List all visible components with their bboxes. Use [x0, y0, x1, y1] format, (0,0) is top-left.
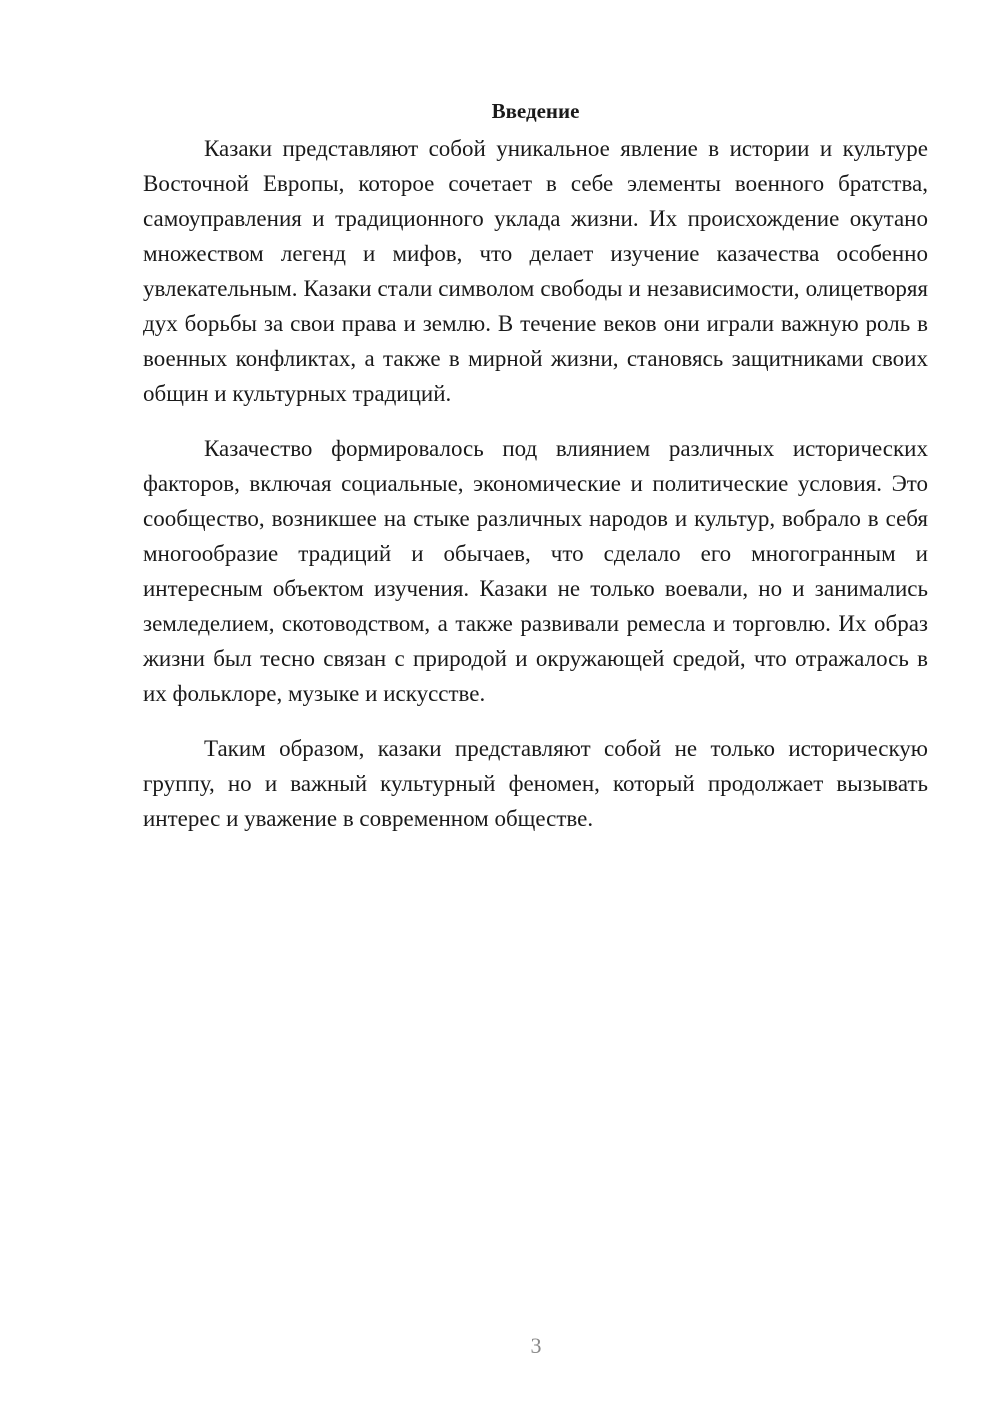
paragraph-2: Казачество формировалось под влиянием различных исторических факторов, включая социальные, экономические и политические условия. Это сообщество, возникшее на стыке различных народов и культур, вобрало в себя многообразие традиций и обычаев, что сделало его многогранным и интересным объектом изучения. Казаки не только воевали, но и занимались земледелием, скотоводством, а также развивали ремесла и торговлю. Их образ жизни был тесно связан с природой и окружающей средой, что отражалось в их фольклоре, музыке и искусстве.: [143, 436, 928, 706]
page-number: 3: [530, 1333, 542, 1358]
paragraph-1: Казаки представляют собой уникальное явление в истории и культуре Восточной Европы, которое сочетает в себе элементы военного братства, самоуправления и традиционного уклада жизни. Их происхождение окутано множеством легенд и мифов, что делает изучение казачества особенно увлекательным. Казаки стали символом свободы и независимости, олицетворяя дух борьбы за свои права и землю. В течение веков они играли важную роль в военных конфликтах, а также в мирной жизни, становясь защитниками своих общин и культурных традиций.: [143, 136, 928, 406]
paragraph-3: Таким образом, казаки представляют собой не только историческую группу, но и важный культурный феномен, который продолжает вызывать интерес и уважение в современном обществе.: [143, 736, 928, 831]
section-heading: Введение: [491, 99, 580, 123]
document-page: [143, 96, 928, 836]
